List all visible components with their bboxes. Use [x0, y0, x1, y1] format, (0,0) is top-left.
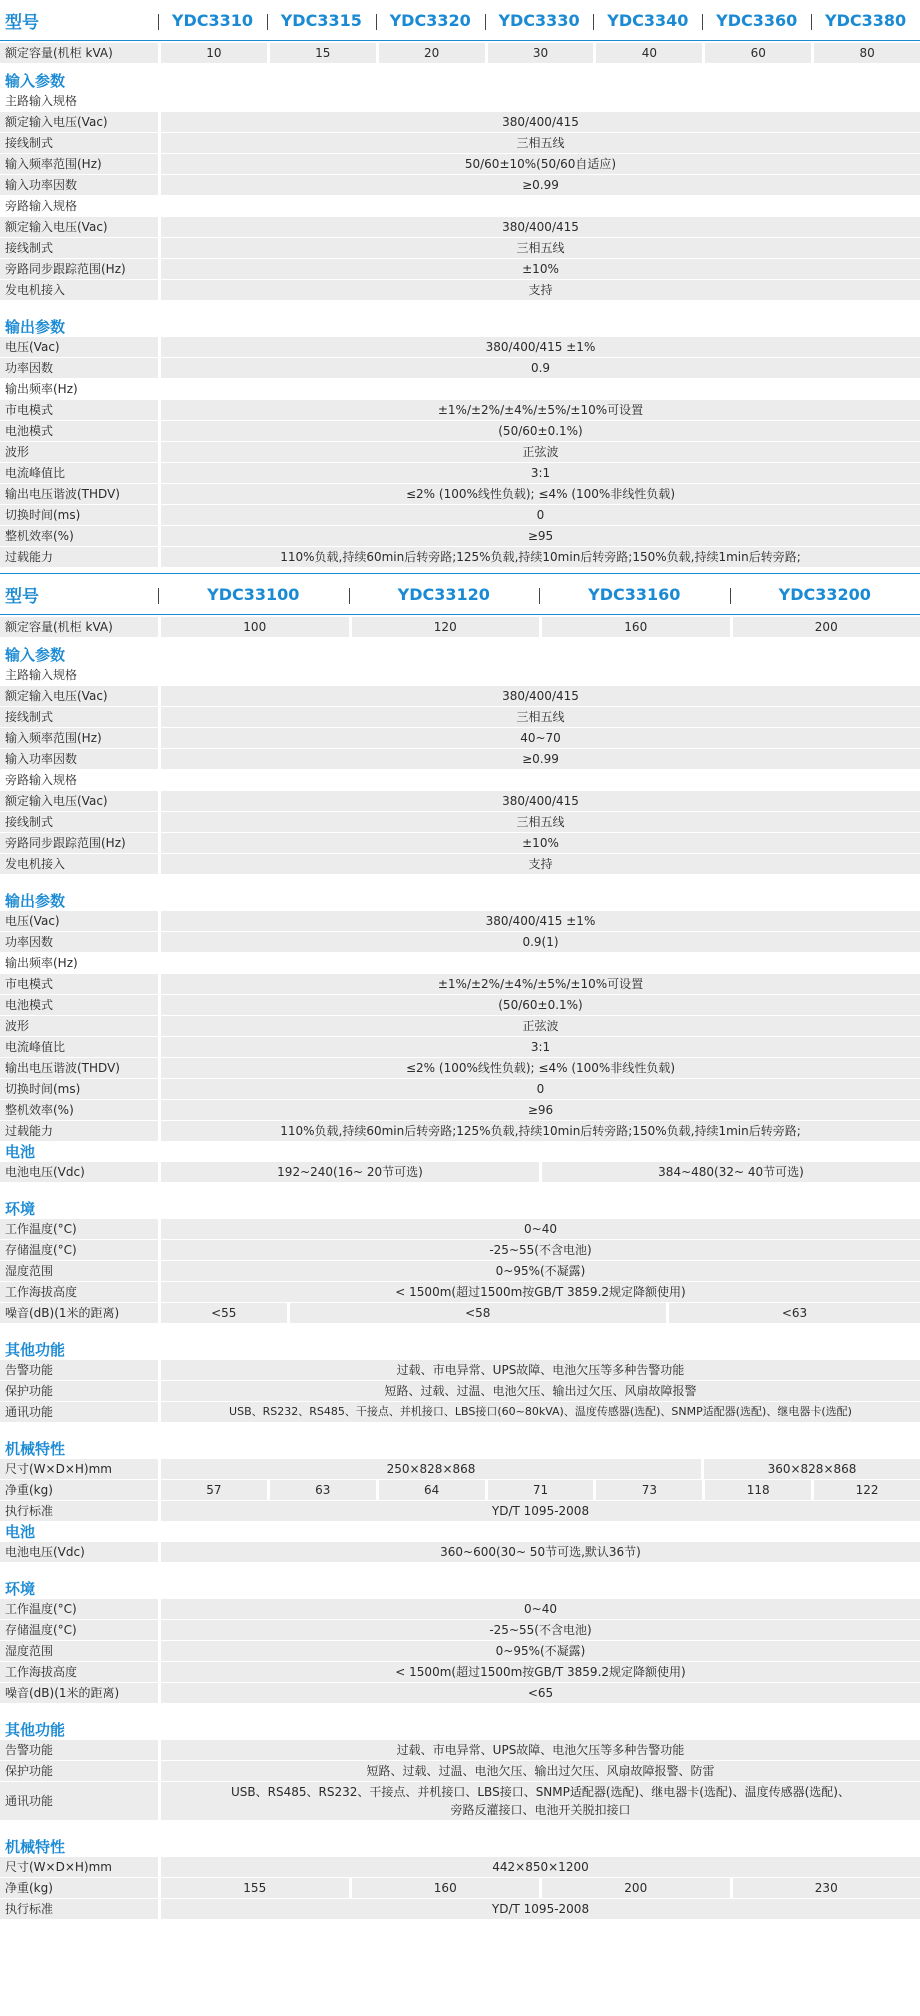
spec-row — [0, 1162, 920, 1182]
row-label: 工作海拔高度 — [0, 1662, 158, 1682]
spec-row — [0, 1740, 920, 1760]
cell: YD/T 1095-2008 — [161, 1899, 920, 1919]
row-label: 输入频率范围(Hz) — [0, 728, 158, 748]
subheading-row — [0, 953, 920, 973]
spec-row — [0, 1261, 920, 1281]
cell: ≥95 — [161, 526, 920, 546]
cell: <65 — [161, 1683, 920, 1703]
row-label: 额定输入电压(Vac) — [0, 112, 158, 132]
spec-row — [0, 1683, 920, 1703]
section-title: 机械特性 — [5, 1440, 66, 1458]
cell: 40~70 — [161, 728, 920, 748]
subheading-row — [0, 665, 920, 685]
cell: -25~55(不含电池) — [161, 1240, 920, 1260]
row-label: 通讯功能 — [0, 1782, 158, 1820]
cell: 支持 — [161, 854, 920, 874]
cell: 30 — [488, 43, 594, 63]
cell: 50/60±10%(50/60自适应) — [161, 154, 920, 174]
cell: 380/400/415 ±1% — [161, 337, 920, 357]
row-label: 功率因数 — [0, 358, 158, 378]
row-label: 尺寸(W×D×H)mm — [0, 1459, 158, 1479]
spec-row — [0, 1641, 920, 1661]
cell: 短路、过载、过温、电池欠压、输出过欠压、风扇故障报警 — [161, 1381, 920, 1401]
cell: 63 — [270, 1480, 376, 1500]
cell: 200 — [542, 1878, 730, 1898]
cell: ≤2% (100%线性负载); ≤4% (100%非线性负载) — [161, 484, 920, 504]
section-title: 电池 — [5, 1143, 36, 1161]
spec-row — [0, 707, 920, 727]
row-label: 旁路输入规格 — [0, 196, 158, 216]
spec-row — [0, 1121, 920, 1141]
cell: 正弦波 — [161, 442, 920, 462]
subheading-row — [0, 91, 920, 111]
spec-row — [0, 421, 920, 441]
cell: 384~480(32~ 40节可选) — [542, 1162, 920, 1182]
capacity-row — [0, 43, 920, 63]
cell: 40 — [596, 43, 702, 63]
row-label: 额定容量(机柜 kVA) — [0, 43, 158, 63]
cell: 160 — [542, 617, 730, 637]
spec-row — [0, 1360, 920, 1380]
row-label: 市电模式 — [0, 974, 158, 994]
row-label: 输出电压谐波(THDV) — [0, 1058, 158, 1078]
cell: 360~600(30~ 50节可选,默认36节) — [161, 1542, 920, 1562]
row-label: 电池模式 — [0, 995, 158, 1015]
cell: 三相五线 — [161, 133, 920, 153]
model-label: 型号 — [5, 586, 39, 607]
spec-row — [0, 259, 920, 279]
cell: 0 — [161, 505, 920, 525]
row-label: 保护功能 — [0, 1381, 158, 1401]
spec-row — [0, 238, 920, 258]
cell: 0.9 — [161, 358, 920, 378]
row-label: 电池电压(Vdc) — [0, 1542, 158, 1562]
spec-row — [0, 932, 920, 952]
spec-row — [0, 1402, 920, 1422]
row-label: 输入功率因数 — [0, 749, 158, 769]
cell: 110%负载,持续60min后转旁路;125%负载,持续10min后转旁路;150%负载,持续1min后转旁路; — [161, 1121, 920, 1141]
section-title: 输出参数 — [5, 892, 66, 910]
spec-row — [0, 1240, 920, 1260]
row-label: 额定容量(机柜 kVA) — [0, 617, 158, 637]
cell: 0 — [161, 1079, 920, 1099]
cell: <55 — [161, 1303, 287, 1323]
table1-header — [0, 0, 920, 41]
spec-row — [0, 1459, 920, 1479]
spec-row — [0, 791, 920, 811]
spec-row — [0, 1599, 920, 1619]
row-label: 尺寸(W×D×H)mm — [0, 1857, 158, 1877]
spec-row — [0, 812, 920, 832]
cell: 230 — [733, 1878, 920, 1898]
section-title: 其他功能 — [5, 1721, 66, 1739]
cell: 0~95%(不凝露) — [161, 1261, 920, 1281]
row-label: 额定输入电压(Vac) — [0, 217, 158, 237]
row-label: 额定输入电压(Vac) — [0, 686, 158, 706]
cell: ≥0.99 — [161, 749, 920, 769]
section-title: 环境 — [5, 1200, 36, 1218]
spec-row — [0, 1079, 920, 1099]
cell: ±10% — [161, 259, 920, 279]
cell: ≤2% (100%线性负载); ≤4% (100%非线性负载) — [161, 1058, 920, 1078]
row-label: 旁路同步跟踪范围(Hz) — [0, 833, 158, 853]
section-title: 其他功能 — [5, 1341, 66, 1359]
row-label: 接线制式 — [0, 707, 158, 727]
row-label: 整机效率(%) — [0, 526, 158, 546]
cell: 100 — [161, 617, 349, 637]
row-label: 净重(kg) — [0, 1878, 158, 1898]
cell: <58 — [290, 1303, 667, 1323]
row-label: 执行标准 — [0, 1501, 158, 1521]
cell: 三相五线 — [161, 238, 920, 258]
spec-row — [0, 728, 920, 748]
cell: 0~40 — [161, 1219, 920, 1239]
cell: 过载、市电异常、UPS故障、电池欠压等多种告警功能 — [161, 1360, 920, 1380]
spec-row — [0, 1016, 920, 1036]
model-name: YDC33120 — [349, 585, 540, 604]
cell: 73 — [596, 1480, 702, 1500]
spec-row — [0, 1501, 920, 1521]
cell: 110%负载,持续60min后转旁路;125%负载,持续10min后转旁路;150%负载,持续1min后转旁路; — [161, 547, 920, 567]
cell: 80 — [814, 43, 920, 63]
row-label: 输出频率(Hz) — [0, 379, 158, 399]
cell: 3:1 — [161, 1037, 920, 1057]
cell: 380/400/415 — [161, 217, 920, 237]
cell: ±1%/±2%/±4%/±5%/±10%可设置 — [161, 400, 920, 420]
model-name: YDC3360 — [702, 11, 811, 30]
spec-row — [0, 547, 920, 567]
cell: ≥96 — [161, 1100, 920, 1120]
cell: ≥0.99 — [161, 175, 920, 195]
row-label: 输入功率因数 — [0, 175, 158, 195]
spec-row — [0, 749, 920, 769]
row-label: 执行标准 — [0, 1899, 158, 1919]
spec-row — [0, 280, 920, 300]
cell: 122 — [814, 1480, 920, 1500]
cell: 380/400/415 — [161, 686, 920, 706]
cell: 360×828×868 — [704, 1459, 920, 1479]
row-label: 存储温度(°C) — [0, 1620, 158, 1640]
cell: 160 — [352, 1878, 540, 1898]
spec-row — [0, 833, 920, 853]
row-label: 噪音(dB)(1米的距离) — [0, 1683, 158, 1703]
row-label: 切换时间(ms) — [0, 1079, 158, 1099]
spec-row — [0, 526, 920, 546]
subheading-row — [0, 196, 920, 216]
cell: USB、RS232、RS485、干接点、并机接口、LBS接口(60~80kVA)、温度传感器(选配)、SNMP适配器(选配)、继电器卡(选配) — [161, 1402, 920, 1422]
cell: 155 — [161, 1878, 349, 1898]
row-label: 噪音(dB)(1米的距离) — [0, 1303, 158, 1323]
row-label: 过载能力 — [0, 547, 158, 567]
cell: 200 — [733, 617, 920, 637]
spec-row — [0, 1381, 920, 1401]
spec-row — [0, 463, 920, 483]
spec-row — [0, 358, 920, 378]
spec-row — [0, 217, 920, 237]
cell: 250×828×868 — [161, 1459, 701, 1479]
spec-row — [0, 1282, 920, 1302]
spec-row — [0, 686, 920, 706]
spec-row — [0, 1480, 920, 1500]
row-label: 输出电压谐波(THDV) — [0, 484, 158, 504]
row-label: 湿度范围 — [0, 1261, 158, 1281]
row-label: 工作海拔高度 — [0, 1282, 158, 1302]
cell: 0~95%(不凝露) — [161, 1641, 920, 1661]
cell: USB、RS485、RS232、干接点、并机接口、LBS接口、SNMP适配器(选配)、继电器卡(选配)、温度传感器(选配)、旁路反灌接口、电池开关脱扣接口 — [161, 1782, 920, 1820]
spec-row — [0, 1037, 920, 1057]
row-label: 波形 — [0, 442, 158, 462]
cell: < 1500m(超过1500m按GB/T 3859.2规定降额使用) — [161, 1282, 920, 1302]
row-label: 净重(kg) — [0, 1480, 158, 1500]
spec-row — [0, 1100, 920, 1120]
row-label: 接线制式 — [0, 238, 158, 258]
spec-row — [0, 484, 920, 504]
section-title: 输入参数 — [5, 72, 66, 90]
spec-row — [0, 1878, 920, 1898]
cell: 三相五线 — [161, 707, 920, 727]
spec-row — [0, 133, 920, 153]
row-label: 旁路同步跟踪范围(Hz) — [0, 259, 158, 279]
model-name: YDC3330 — [485, 11, 594, 30]
row-label: 过载能力 — [0, 1121, 158, 1141]
cell: < 1500m(超过1500m按GB/T 3859.2规定降额使用) — [161, 1662, 920, 1682]
subheading-row — [0, 770, 920, 790]
spec-row — [0, 154, 920, 174]
cell: 57 — [161, 1480, 267, 1500]
cell: -25~55(不含电池) — [161, 1620, 920, 1640]
cell: ±1%/±2%/±4%/±5%/±10%可设置 — [161, 974, 920, 994]
cell: 支持 — [161, 280, 920, 300]
section-title: 电池 — [5, 1523, 36, 1541]
cell: 380/400/415 — [161, 112, 920, 132]
cell: 442×850×1200 — [161, 1857, 920, 1877]
cell: 20 — [379, 43, 485, 63]
subheading-row — [0, 379, 920, 399]
model-name: YDC33160 — [539, 585, 730, 604]
spec-row — [0, 112, 920, 132]
row-label: 工作温度(°C) — [0, 1219, 158, 1239]
cell: 64 — [379, 1480, 485, 1500]
model-name: YDC3315 — [267, 11, 376, 30]
row-label: 工作温度(°C) — [0, 1599, 158, 1619]
cell: 380/400/415 — [161, 791, 920, 811]
spec-row — [0, 1662, 920, 1682]
spec-row — [0, 1761, 920, 1781]
spec-row — [0, 1542, 920, 1562]
row-label: 电池模式 — [0, 421, 158, 441]
model-name: YDC3380 — [811, 11, 920, 30]
spec-row — [0, 911, 920, 931]
model-name: YDC3310 — [158, 11, 267, 30]
cell: 短路、过载、过温、电池欠压、输出过欠压、风扇故障报警、防雷 — [161, 1761, 920, 1781]
section-title: 输出参数 — [5, 318, 66, 336]
cell: 71 — [488, 1480, 594, 1500]
row-label: 存储温度(°C) — [0, 1240, 158, 1260]
row-label: 整机效率(%) — [0, 1100, 158, 1120]
row-label: 额定输入电压(Vac) — [0, 791, 158, 811]
cell: ±10% — [161, 833, 920, 853]
spec-row — [0, 1620, 920, 1640]
cell: (50/60±0.1%) — [161, 421, 920, 441]
model-name: YDC33100 — [158, 585, 349, 604]
spec-row — [0, 1899, 920, 1919]
row-label: 告警功能 — [0, 1740, 158, 1760]
spec-row — [0, 505, 920, 525]
spec-row — [0, 854, 920, 874]
spec-row — [0, 337, 920, 357]
spec-row — [0, 442, 920, 462]
row-label: 电压(Vac) — [0, 911, 158, 931]
spec-row — [0, 175, 920, 195]
cell: 15 — [270, 43, 376, 63]
cell: 正弦波 — [161, 1016, 920, 1036]
row-label: 接线制式 — [0, 812, 158, 832]
row-label: 输入频率范围(Hz) — [0, 154, 158, 174]
row-label: 告警功能 — [0, 1360, 158, 1380]
cell: 120 — [352, 617, 540, 637]
row-label: 发电机接入 — [0, 854, 158, 874]
cell: 192~240(16~ 20节可选) — [161, 1162, 539, 1182]
spec-row — [0, 1219, 920, 1239]
row-label: 主路输入规格 — [0, 91, 158, 111]
model-name: YDC3320 — [376, 11, 485, 30]
row-label: 电压(Vac) — [0, 337, 158, 357]
cell: (50/60±0.1%) — [161, 995, 920, 1015]
row-label: 电流峰值比 — [0, 463, 158, 483]
cell: 0~40 — [161, 1599, 920, 1619]
spec-row — [0, 1782, 920, 1820]
row-label: 市电模式 — [0, 400, 158, 420]
row-label: 发电机接入 — [0, 280, 158, 300]
row-label: 保护功能 — [0, 1761, 158, 1781]
table2-header — [0, 573, 920, 615]
cell: 0.9(1) — [161, 932, 920, 952]
row-label: 电流峰值比 — [0, 1037, 158, 1057]
row-label: 输出频率(Hz) — [0, 953, 158, 973]
cell: YD/T 1095-2008 — [161, 1501, 920, 1521]
capacity-row — [0, 617, 920, 637]
cell: 60 — [705, 43, 811, 63]
cell: 过载、市电异常、UPS故障、电池欠压等多种告警功能 — [161, 1740, 920, 1760]
section-title: 机械特性 — [5, 1838, 66, 1856]
row-label: 接线制式 — [0, 133, 158, 153]
spec-row — [0, 995, 920, 1015]
row-label: 波形 — [0, 1016, 158, 1036]
row-label: 电池电压(Vdc) — [0, 1162, 158, 1182]
model-name: YDC3340 — [593, 11, 702, 30]
cell: 三相五线 — [161, 812, 920, 832]
spec-row — [0, 400, 920, 420]
row-label: 功率因数 — [0, 932, 158, 952]
row-label: 主路输入规格 — [0, 665, 158, 685]
row-label: 旁路输入规格 — [0, 770, 158, 790]
cell: 380/400/415 ±1% — [161, 911, 920, 931]
cell: 3:1 — [161, 463, 920, 483]
row-label: 切换时间(ms) — [0, 505, 158, 525]
cell: 10 — [161, 43, 267, 63]
model-name: YDC33200 — [730, 585, 920, 604]
cell: <63 — [669, 1303, 920, 1323]
row-label: 通讯功能 — [0, 1402, 158, 1422]
row-label: 湿度范围 — [0, 1641, 158, 1661]
spec-row — [0, 1303, 920, 1323]
section-title: 输入参数 — [5, 646, 66, 664]
spec-row — [0, 1857, 920, 1877]
cell: 118 — [705, 1480, 811, 1500]
spec-row — [0, 1058, 920, 1078]
spec-row — [0, 974, 920, 994]
model-label: 型号 — [5, 12, 39, 33]
section-title: 环境 — [5, 1580, 36, 1598]
